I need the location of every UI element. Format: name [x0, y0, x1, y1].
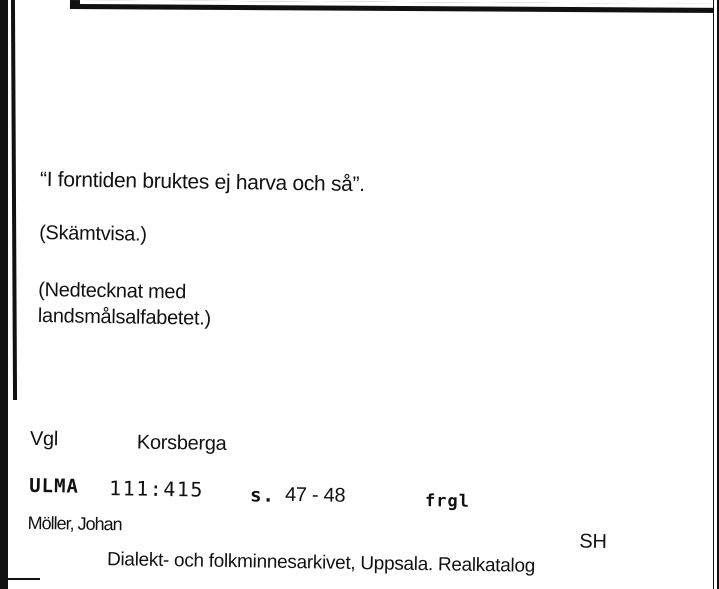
- collector-name: Möller, Johan: [27, 512, 122, 535]
- province-code: Vgl: [29, 427, 59, 451]
- song-title: “I forntiden bruktes ej harva och så”.: [39, 168, 365, 197]
- page-prefix: s.: [249, 484, 276, 507]
- parish-name: Korsberga: [136, 431, 227, 455]
- category-code: frgl: [424, 491, 471, 512]
- archive-number: 111:415: [108, 476, 205, 502]
- note-line-2: landsmålsalfabetet.): [37, 304, 212, 330]
- archive-code: ULMA: [29, 474, 80, 498]
- page-range: 47 - 48: [284, 483, 346, 507]
- footer-archive: Dialekt- och folkminnesarkivet, Uppsala. Realkatalog: [106, 549, 536, 577]
- genre-label: (Skämtvisa.): [38, 221, 147, 246]
- note-line-1: (Nedtecknat med: [38, 278, 187, 304]
- initials: SH: [579, 530, 607, 553]
